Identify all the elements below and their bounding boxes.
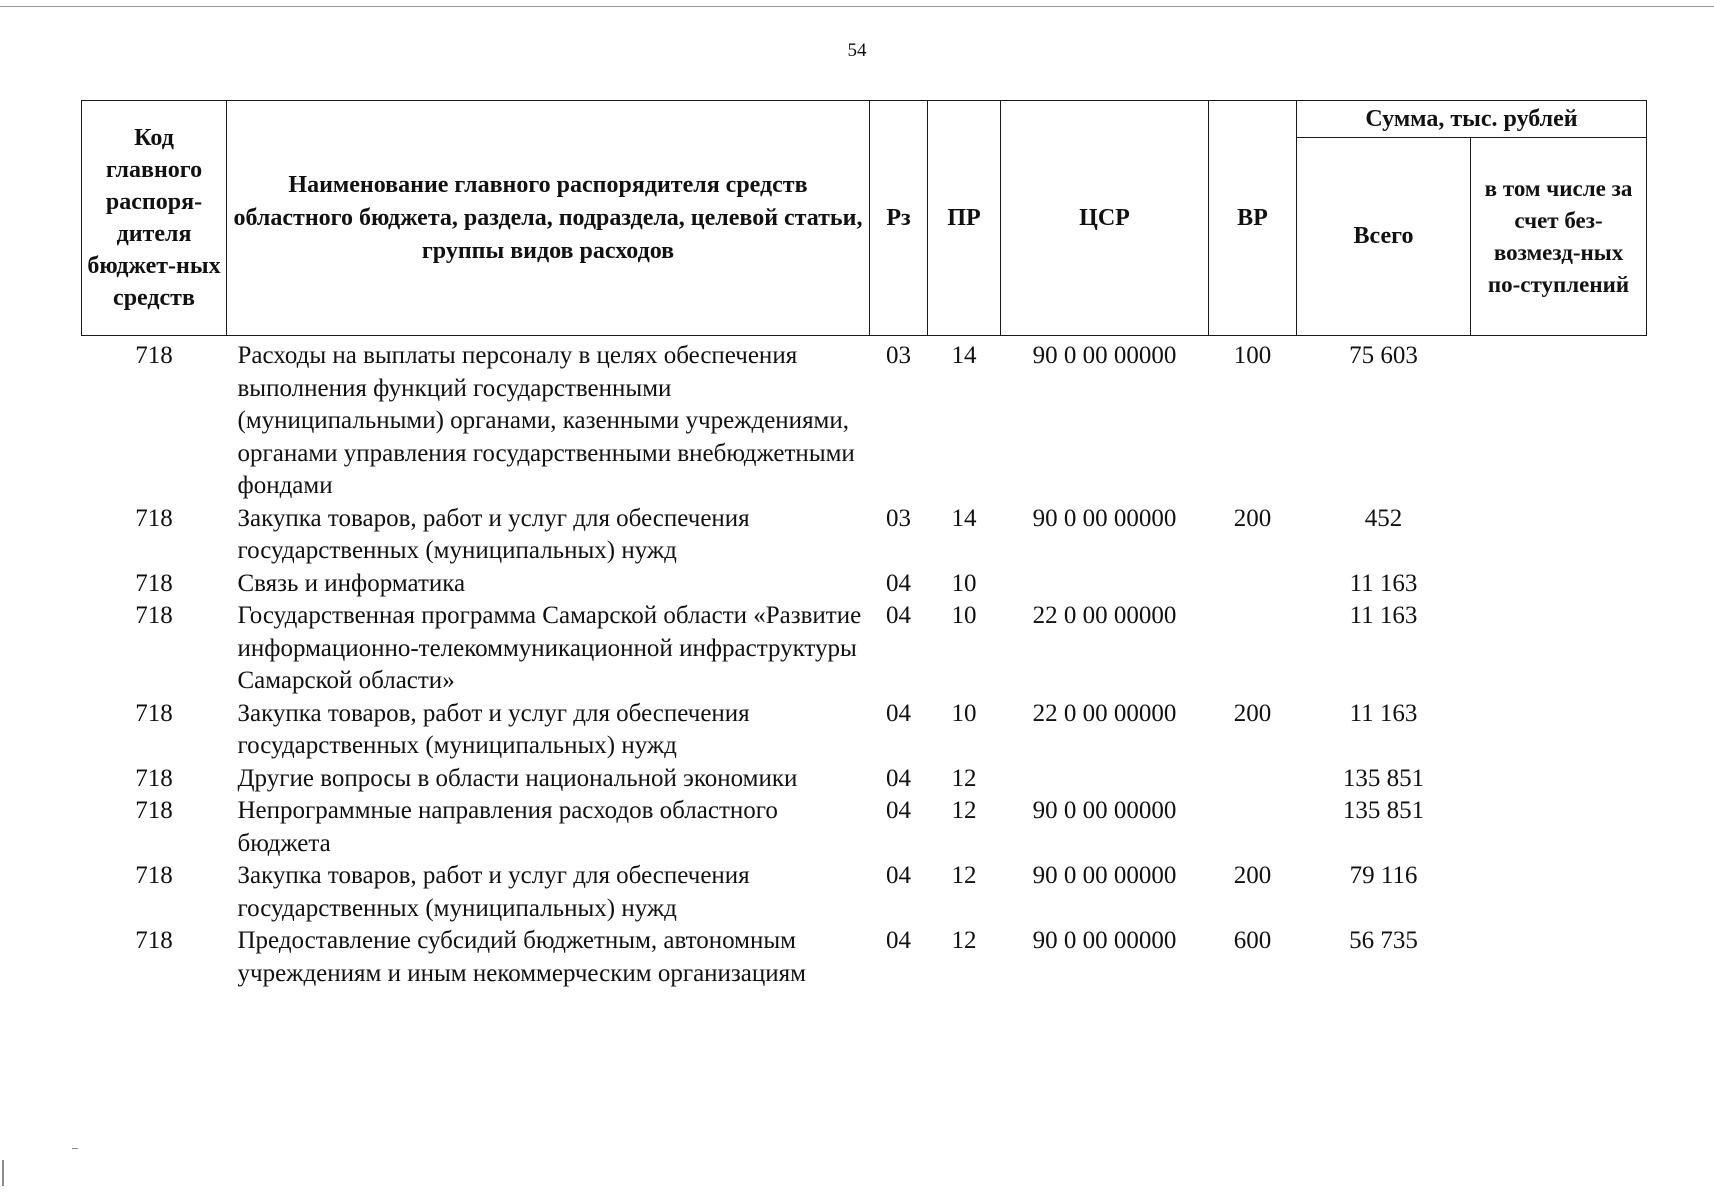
cell-gratis — [1471, 860, 1647, 925]
cell-csr: 90 0 00 00000 — [1032, 504, 1177, 532]
cell-rz: 04 — [886, 927, 911, 954]
table-row — [82, 698, 1647, 763]
table-row — [82, 600, 1647, 698]
cell-name: Непрограммные направления расходов областного бюджета — [237, 797, 778, 857]
cell-csr: 90 0 00 00000 — [1032, 862, 1177, 889]
top-rule — [0, 6, 1714, 7]
header-pr: ПР — [928, 101, 1001, 336]
cell-total: 11 163 — [1349, 602, 1418, 629]
cell-csr: 90 0 00 00000 — [1032, 342, 1177, 369]
cell-code: 718 — [135, 504, 173, 532]
table-row — [82, 503, 1647, 568]
cell-pr: 12 — [951, 797, 977, 824]
cell-vr: 200 — [1233, 699, 1272, 727]
cell-csr: 90 0 00 00000 — [1032, 927, 1177, 954]
cell-rz: 04 — [886, 797, 911, 824]
cell-csr: 22 0 00 00000 — [1032, 699, 1177, 727]
scan-mark-left — [2, 1160, 4, 1186]
cell-code: 718 — [135, 569, 173, 597]
cell-code: 718 — [135, 699, 173, 727]
header-vr: ВР — [1209, 101, 1297, 336]
cell-total: 452 — [1364, 504, 1403, 532]
cell-vr: 100 — [1233, 342, 1272, 369]
header-sum-group: Сумма, тыс. рублей — [1297, 101, 1647, 138]
cell-rz: 04 — [886, 569, 911, 597]
header-code: Код главного распоря-дителя бюджет-ных средств — [82, 101, 227, 336]
cell-csr: 90 0 00 00000 — [1032, 797, 1177, 824]
cell-code: 718 — [135, 602, 173, 629]
cell-total: 79 116 — [1349, 862, 1418, 889]
cell-pr: 12 — [951, 764, 977, 792]
cell-total: 11 163 — [1349, 699, 1418, 727]
cell-gratis — [1471, 795, 1647, 860]
cell-code: 718 — [135, 342, 173, 369]
table-row — [82, 795, 1647, 860]
cell-rz: 04 — [886, 862, 911, 889]
cell-gratis — [1471, 763, 1647, 796]
table-row — [82, 763, 1647, 796]
table-row — [82, 860, 1647, 925]
cell-pr: 12 — [951, 927, 977, 954]
cell-pr: 10 — [951, 569, 977, 597]
cell-pr: 10 — [951, 699, 977, 727]
cell-csr: 22 0 00 00000 — [1032, 602, 1177, 629]
cell-pr: 14 — [951, 504, 977, 532]
table-body — [82, 336, 1647, 991]
cell-total: 135 851 — [1342, 797, 1425, 824]
header-total: Всего — [1297, 138, 1471, 336]
cell-rz: 04 — [886, 602, 911, 629]
table-row — [82, 568, 1647, 601]
header-name: Наименование главного распорядителя средств областного бюджета, раздела, подраздела, целевой статьи, группы видов расходов — [227, 101, 870, 336]
cell-rz: 03 — [886, 504, 911, 532]
cell-total: 11 163 — [1349, 569, 1418, 597]
cell-gratis — [1471, 568, 1647, 601]
cell-csr — [1001, 763, 1209, 796]
cell-name: Расходы на выплаты персоналу в целях обеспечения выполнения функций государственными (муниципальными) органами, казенными учреждениями, органами управления государственными внебюджетными фондами — [237, 342, 855, 499]
cell-code: 718 — [135, 862, 173, 889]
cell-vr — [1209, 568, 1297, 601]
scan-mark-dash — [72, 1148, 78, 1149]
table-row — [82, 925, 1647, 990]
page-number: 54 — [847, 40, 867, 61]
cell-code: 718 — [135, 797, 173, 824]
cell-name: Закупка товаров, работ и услуг для обеспечения государственных (муниципальных) нужд — [237, 862, 750, 922]
cell-name: Предоставление субсидий бюджетным, автономным учреждениям и иным некоммерческим организациям — [237, 927, 806, 987]
cell-name: Связь и информатика — [237, 569, 466, 597]
cell-csr — [1001, 568, 1209, 601]
cell-total: 135 851 — [1342, 764, 1425, 792]
cell-pr: 10 — [951, 602, 977, 629]
budget-table — [81, 100, 1647, 990]
cell-total: 75 603 — [1349, 342, 1418, 369]
cell-name: Закупка товаров, работ и услуг для обеспечения государственных (муниципальных) нужд — [237, 504, 750, 564]
header-gratis: в том числе за счет без-возмезд-ных по-ступлений — [1471, 138, 1647, 336]
table-header — [82, 101, 1647, 336]
header-csr: ЦСР — [1001, 101, 1209, 336]
cell-rz: 03 — [886, 342, 911, 369]
cell-gratis — [1471, 336, 1647, 503]
cell-gratis — [1471, 698, 1647, 763]
cell-code: 718 — [135, 764, 173, 792]
cell-vr: 200 — [1233, 504, 1272, 532]
cell-pr: 12 — [951, 862, 977, 889]
cell-gratis — [1471, 925, 1647, 990]
cell-code: 718 — [135, 927, 173, 954]
cell-vr — [1209, 795, 1297, 860]
cell-name: Другие вопросы в области национальной экономики — [237, 764, 798, 792]
cell-vr: 200 — [1233, 862, 1272, 889]
cell-rz: 04 — [886, 699, 911, 727]
cell-vr — [1209, 600, 1297, 698]
table-row — [82, 336, 1647, 503]
cell-rz: 04 — [886, 764, 911, 792]
cell-vr: 600 — [1233, 927, 1272, 954]
cell-vr — [1209, 763, 1297, 796]
header-rz: Рз — [870, 101, 928, 336]
cell-total: 56 735 — [1349, 927, 1418, 954]
cell-name: Закупка товаров, работ и услуг для обеспечения государственных (муниципальных) нужд — [237, 699, 750, 759]
cell-gratis — [1471, 600, 1647, 698]
cell-gratis — [1471, 503, 1647, 568]
cell-name: Государственная программа Самарской области «Развитие информационно-телекоммуникационной инфраструктуры Самарской области» — [237, 602, 862, 694]
cell-pr: 14 — [951, 342, 977, 369]
